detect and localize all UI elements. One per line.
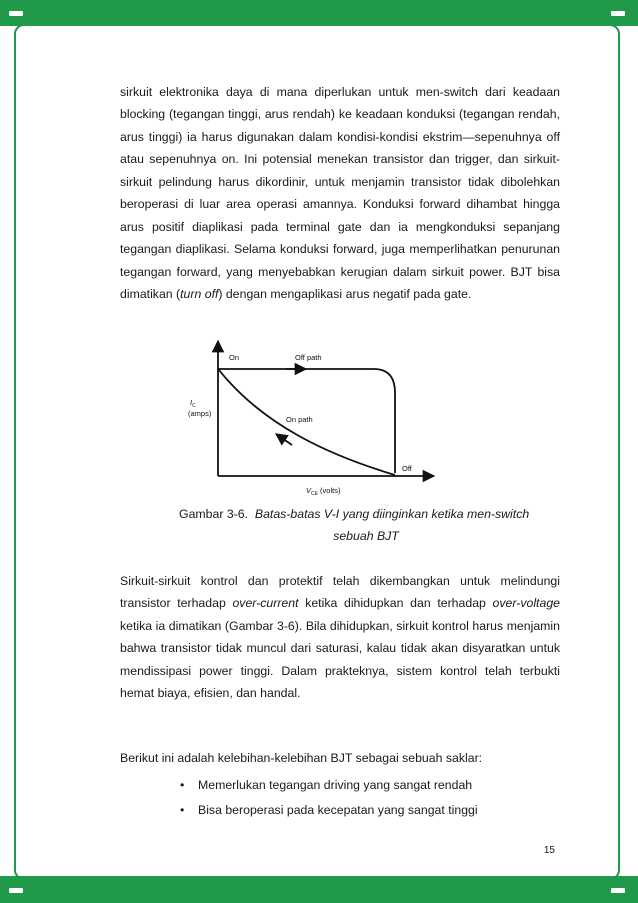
on-path-arrow (276, 434, 292, 445)
text-run: over-voltage (492, 596, 560, 611)
label-off-path: Off path (295, 353, 322, 362)
band-dash-mark (9, 11, 23, 16)
vi-boundary-figure (178, 335, 452, 500)
page-number: 15 (543, 845, 555, 856)
label-on-path: On path (286, 415, 313, 424)
list-item-text: Bisa beroperasi pada kecepatan yang sangat tinggi (198, 803, 478, 817)
bullet-icon: • (180, 803, 185, 817)
text-run: ketika ia dimatikan (Gambar 3-6). Bila dihidupkan, sirkuit kontrol harus menjamin bahwa transistor tidak muncul dari saturasi, kalau tidak akan disyaratkan untuk mendissipasi power tinggi. Dalam prakteknya, sistem kontrol telah terbukti hemat biaya, efisien, dan handal. (120, 618, 560, 701)
paragraph-intro (120, 81, 560, 306)
band-dash-mark (611, 888, 625, 893)
text-run: Sirkuit-sirkuit kontrol dan protektif telah dikembangkan untuk melindungi transistor terhadap (120, 574, 560, 611)
text-run: sirkuit elektronika daya di mana diperlukan untuk men-switch dari keadaan blocking (tegangan tinggi, arus rendah) ke keadaan konduksi (tegangan rendah, arus tinggi) ia harus digunakan dalam kondisi-kondisi ekstrim—sepenuhnya off atau sepenuhnya on. Ini potensial menekan transistor dan trigger, dan sirkuit-sirkuit pelindung harus dikordinir, untuk menjamin transistor tidak dibolehkan beroperasi di luar area operasi amannya. Konduksi forward dihambat hingga arus positif diaplikasi pada terminal gate dan ia mengkonduksi sepanjang tegangan diaplikasi. Selama konduksi forward, juga memperlihatkan penurunan tegangan forward, yang menyebabkan kerugian dalam sirkuit power. BJT bisa dimatikan ( (120, 85, 560, 302)
label-on: On (229, 353, 240, 362)
label-off: Off (402, 464, 412, 473)
text-run: turn off (180, 287, 219, 302)
label-amps: (amps) (188, 409, 212, 418)
list-item (180, 773, 478, 798)
figure-caption-line2: sebuah BJT (333, 529, 399, 543)
figure-caption-line1: Gambar 3-6. Batas-batas V-I yang diinginkan ketika men-switch (179, 507, 530, 521)
text-run: over-current (232, 596, 299, 611)
band-dash-mark (611, 11, 625, 16)
top-green-band (0, 0, 638, 26)
band-dash-mark (9, 888, 23, 893)
list-item (180, 798, 478, 823)
paragraph-advantages-intro: Berikut ini adalah kelebihan-kelebihan BJT sebagai sebuah saklar: (120, 751, 483, 765)
bottom-green-band (0, 876, 638, 903)
label-ic: $I_C$ (190, 398, 196, 409)
advantages-list (180, 773, 478, 823)
list-item-text: Memerlukan tegangan driving yang sangat rendah (198, 778, 473, 792)
text-run: ) dengan mengaplikasi arus negatif pada gate. (218, 287, 472, 302)
bullet-icon: • (180, 778, 185, 792)
text-run: ketika dihidupkan dan terhadap (298, 596, 493, 611)
paragraph-protection (120, 570, 560, 705)
label-vce: $V_{CE}$ (volts) (306, 486, 341, 497)
